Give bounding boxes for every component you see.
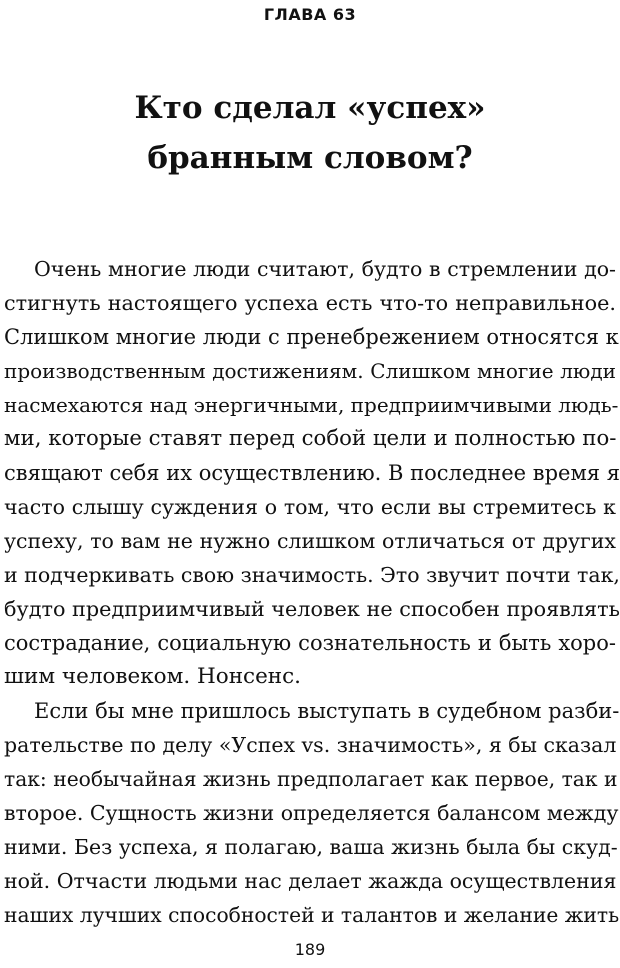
text-line: ной. Отчасти людьми нас делает жажда осуществления [4,869,617,893]
chapter-title [0,83,620,183]
text-line: стигнуть настоящего успеха есть что-то неправильное. [4,291,616,315]
page-number: 189 [294,940,326,959]
text-line: успеху, то вам не нужно слишком отличаться от других [4,529,616,553]
chapter-title-line-1: Кто сделал «успех» [134,90,486,126]
text-line: шим человеком. Нонсенс. [4,664,302,689]
text-line: второе. Сущность жизни определяется балансом между [4,801,619,825]
text-line: Очень многие люди считают, будто в стремлении до- [34,257,616,281]
chapter-title-line-2: бранным словом? [147,140,473,176]
text-line: производственным достижениям. Слишком многие люди [4,359,616,383]
text-line: часто слышу суждения о том, что если вы стремитесь к [4,495,616,519]
chapter-label: ГЛАВА 63 [263,5,357,24]
text-line: насмехаются над энергичными, предприимчивыми людь- [4,393,619,417]
text-line: ними. Без успеха, я полагаю, ваша жизнь была бы скуд- [4,835,618,859]
text-line: Если бы мне пришлось выступать в судебном разби- [34,699,620,723]
text-line: будто предприимчивый человек не способен проявлять [4,597,620,621]
text-line: Слишком многие люди с пренебрежением относятся к [4,325,619,349]
text-line: ми, которые ставят перед собой цели и полностью по- [4,426,617,451]
text-line: так: необычайная жизнь предполагает как первое, так и [4,767,618,791]
text-line: и подчеркивать свою значимость. Это звучит почти так, [4,563,620,587]
text-line: рательстве по делу «Успех vs. значимость», я бы сказал [4,733,617,757]
text-line: сострадание, социальную сознательность и быть хоро- [4,631,616,655]
text-line: наших лучших способностей и талантов и желание жить [4,903,620,927]
text-line: свящают себя их осуществлению. В последнее время я [4,461,620,485]
